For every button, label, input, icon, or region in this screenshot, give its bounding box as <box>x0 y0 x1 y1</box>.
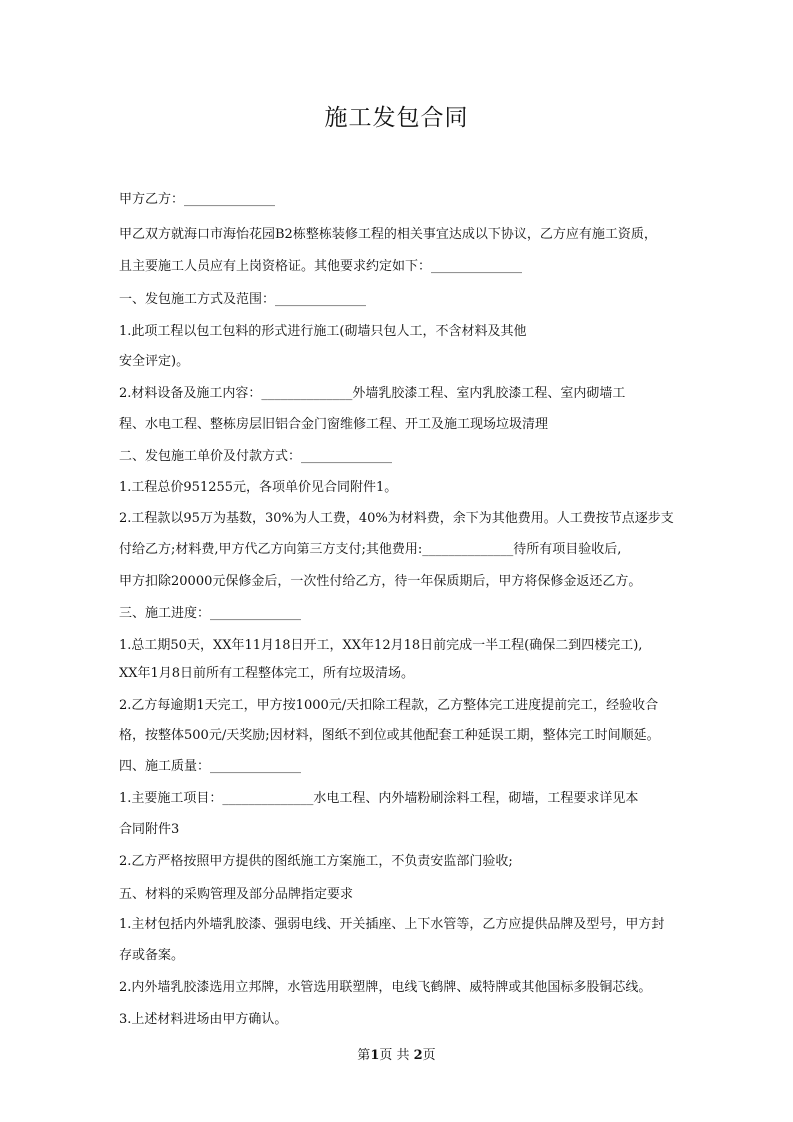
body-line: 一、发包施工方式及范围：______________ <box>119 292 367 307</box>
body-line: 甲方扣除20000元保修金后，一次性付给乙方，待一年保质期后，甲方将保修金返还乙方。 <box>119 574 642 589</box>
body-line: 1.此项工程以包工包料的形式进行施工(砌墙只包人工，不含材料及其他 <box>119 324 527 339</box>
body-line: 1.总工期50天，XX年11月18日开工，XX年12月18日前完成一半工程(确保二到四楼完工), <box>119 638 643 653</box>
body-line: 2.工程款以95万为基数，30%为人工费，40%为材料费，余下为其他费用。人工费按节点逐步支 <box>119 511 674 526</box>
page-footer <box>0 1044 793 1063</box>
body-line: 付给乙方;材料费,甲方代乙方向第三方支付;其他费用:______________待所有项目验收后, <box>119 542 622 557</box>
body-line: 且主要施工人员应有上岗资格证。其他要求约定如下：______________ <box>119 259 523 274</box>
body-line: 1.工程总价951255元，各项单价见合同附件1。 <box>119 480 398 495</box>
body-line: 存或备案。 <box>119 948 185 963</box>
body-line: 3.上述材料进场由甲方确认。 <box>119 1012 288 1027</box>
body-line: 安全评定)。 <box>119 354 190 369</box>
body-line: 甲方乙方：______________ <box>119 192 276 207</box>
footer-middle: 页 共 <box>379 1048 414 1063</box>
footer-page-number: 1 <box>370 1048 380 1063</box>
body-line: 合同附件3 <box>119 822 180 837</box>
footer-total-pages: 2 <box>413 1048 423 1063</box>
body-line: 2.乙方每逾期1天完工，甲方按1000元/天扣除工程款，乙方整体完工进度提前完工，经验收合 <box>119 698 659 713</box>
body-line: 1.主材包括内外墙乳胶漆、强弱电线、开关插座、上下水管等，乙方应提供品牌及型号，甲方封 <box>119 917 665 932</box>
footer-suffix: 页 <box>422 1048 436 1063</box>
body-line: 1.主要施工项目：______________水电工程、内外墙粉刷涂料工程，砌墙，工程要求详见本 <box>119 791 639 806</box>
body-line: 五、材料的采购管理及部分品牌指定要求 <box>119 887 354 902</box>
body-line: 程、水电工程、整栋房层旧铝合金门窗维修工程、开工及施工现场垃圾清理 <box>119 417 549 432</box>
document-title: 施工发包合同 <box>324 105 469 131</box>
footer-prefix: 第 <box>357 1048 371 1063</box>
body-line: 2.乙方严格按照甲方提供的图纸施工方案施工，不负责安监部门验收; <box>119 854 513 869</box>
body-line: 2.内外墙乳胶漆选用立邦牌，水管选用联塑牌，电线飞鹤牌、威特牌或其他国标多股铜芯线。 <box>119 980 652 995</box>
body-line: 四、施工质量：______________ <box>119 759 302 774</box>
body-line: 2.材料设备及施工内容：______________外墙乳胶漆工程、室内乳胶漆工程、室内砌墙工 <box>119 386 626 401</box>
body-line: 三、施工进度：______________ <box>119 606 302 621</box>
body-line: 二、发包施工单价及付款方式：______________ <box>119 449 393 464</box>
body-line: 甲乙双方就海口市海怡花园B2栋整栋装修工程的相关事宜达成以下协议，乙方应有施工资质， <box>119 227 657 242</box>
body-line: 格，按整体500元/天奖励;因材料，图纸不到位或其他配套工种延误工期，整体完工时间顺延。 <box>119 728 660 743</box>
body-line: XX年1月8日前所有工程整体完工，所有垃圾清场。 <box>119 666 415 681</box>
